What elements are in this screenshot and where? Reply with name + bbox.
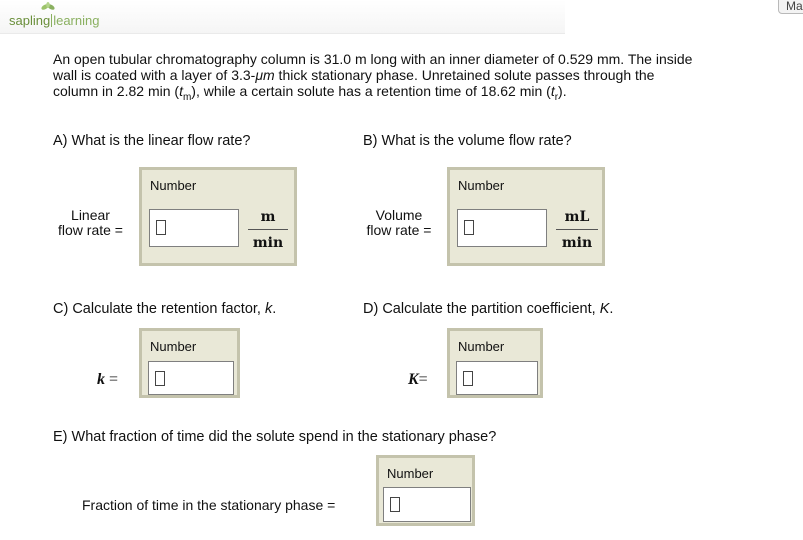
box-title: Number [458, 178, 505, 193]
box-title: Number [458, 339, 505, 354]
unit-numerator: mL [564, 209, 590, 225]
intro-line-1: An open tubular chromatography column is 31.0 m long with an inner diameter of 0.529 mm. The inside [53, 51, 693, 67]
retention-factor-input[interactable] [148, 361, 234, 395]
question-a-prompt: A) What is the linear flow rate? [53, 133, 251, 149]
question-b-prompt: B) What is the volume flow rate? [363, 133, 572, 149]
text-cursor-icon [464, 220, 474, 235]
fraction-of-time-label: Fraction of time in the stationary phase = [82, 497, 336, 513]
logo-text-left: sapling [9, 13, 51, 28]
linear-flow-rate-label: Linear flow rate = [58, 207, 123, 238]
intro-line-2: wall is coated with a layer of 3.3-μm thick stationary phase. Unretained solute passes through the [53, 67, 655, 83]
unit-denominator: min [252, 235, 284, 251]
question-c-prompt: C) Calculate the retention factor, k. [53, 301, 277, 317]
answer-box-b [447, 167, 605, 266]
retention-factor-label: k = [97, 371, 119, 388]
intro-line-3: column in 2.82 $\min (t_m)$, while a certain solute has a retention time of 18.62 $\min (t_r)$. [53, 83, 567, 103]
text-cursor-icon [155, 371, 165, 386]
answer-box-c [139, 328, 240, 398]
answer-box-a [139, 167, 297, 266]
problem-statement [53, 51, 783, 106]
unit-denominator: min [561, 235, 593, 251]
fraction-bar [248, 229, 288, 230]
question-e-prompt: E) What fraction of time did the solute spend in the stationary phase? [53, 429, 497, 445]
fraction-bar [556, 229, 598, 230]
sapling-learning-logo [9, 13, 99, 28]
text-cursor-icon [390, 497, 400, 512]
volume-flow-rate-label: Volume flow rate = [366, 207, 432, 238]
box-title: Number [387, 466, 434, 481]
fraction-of-time-input[interactable] [383, 487, 471, 522]
partition-coefficient-label: K= [408, 371, 428, 388]
answer-box-d [447, 328, 543, 398]
text-cursor-icon [156, 220, 166, 235]
box-title: Number [150, 178, 197, 193]
top-right-button[interactable]: Ma [778, 0, 803, 14]
text-cursor-icon [463, 371, 473, 386]
linear-flow-rate-input[interactable] [149, 209, 239, 247]
box-title: Number [150, 339, 197, 354]
logo-text-right: learning [53, 13, 100, 28]
question-d-prompt: D) Calculate the partition coefficient, K. [363, 301, 614, 317]
partition-coefficient-input[interactable] [456, 361, 538, 395]
answer-box-e [376, 455, 475, 526]
unit-numerator: m [260, 209, 276, 225]
volume-flow-rate-input[interactable] [457, 209, 547, 247]
